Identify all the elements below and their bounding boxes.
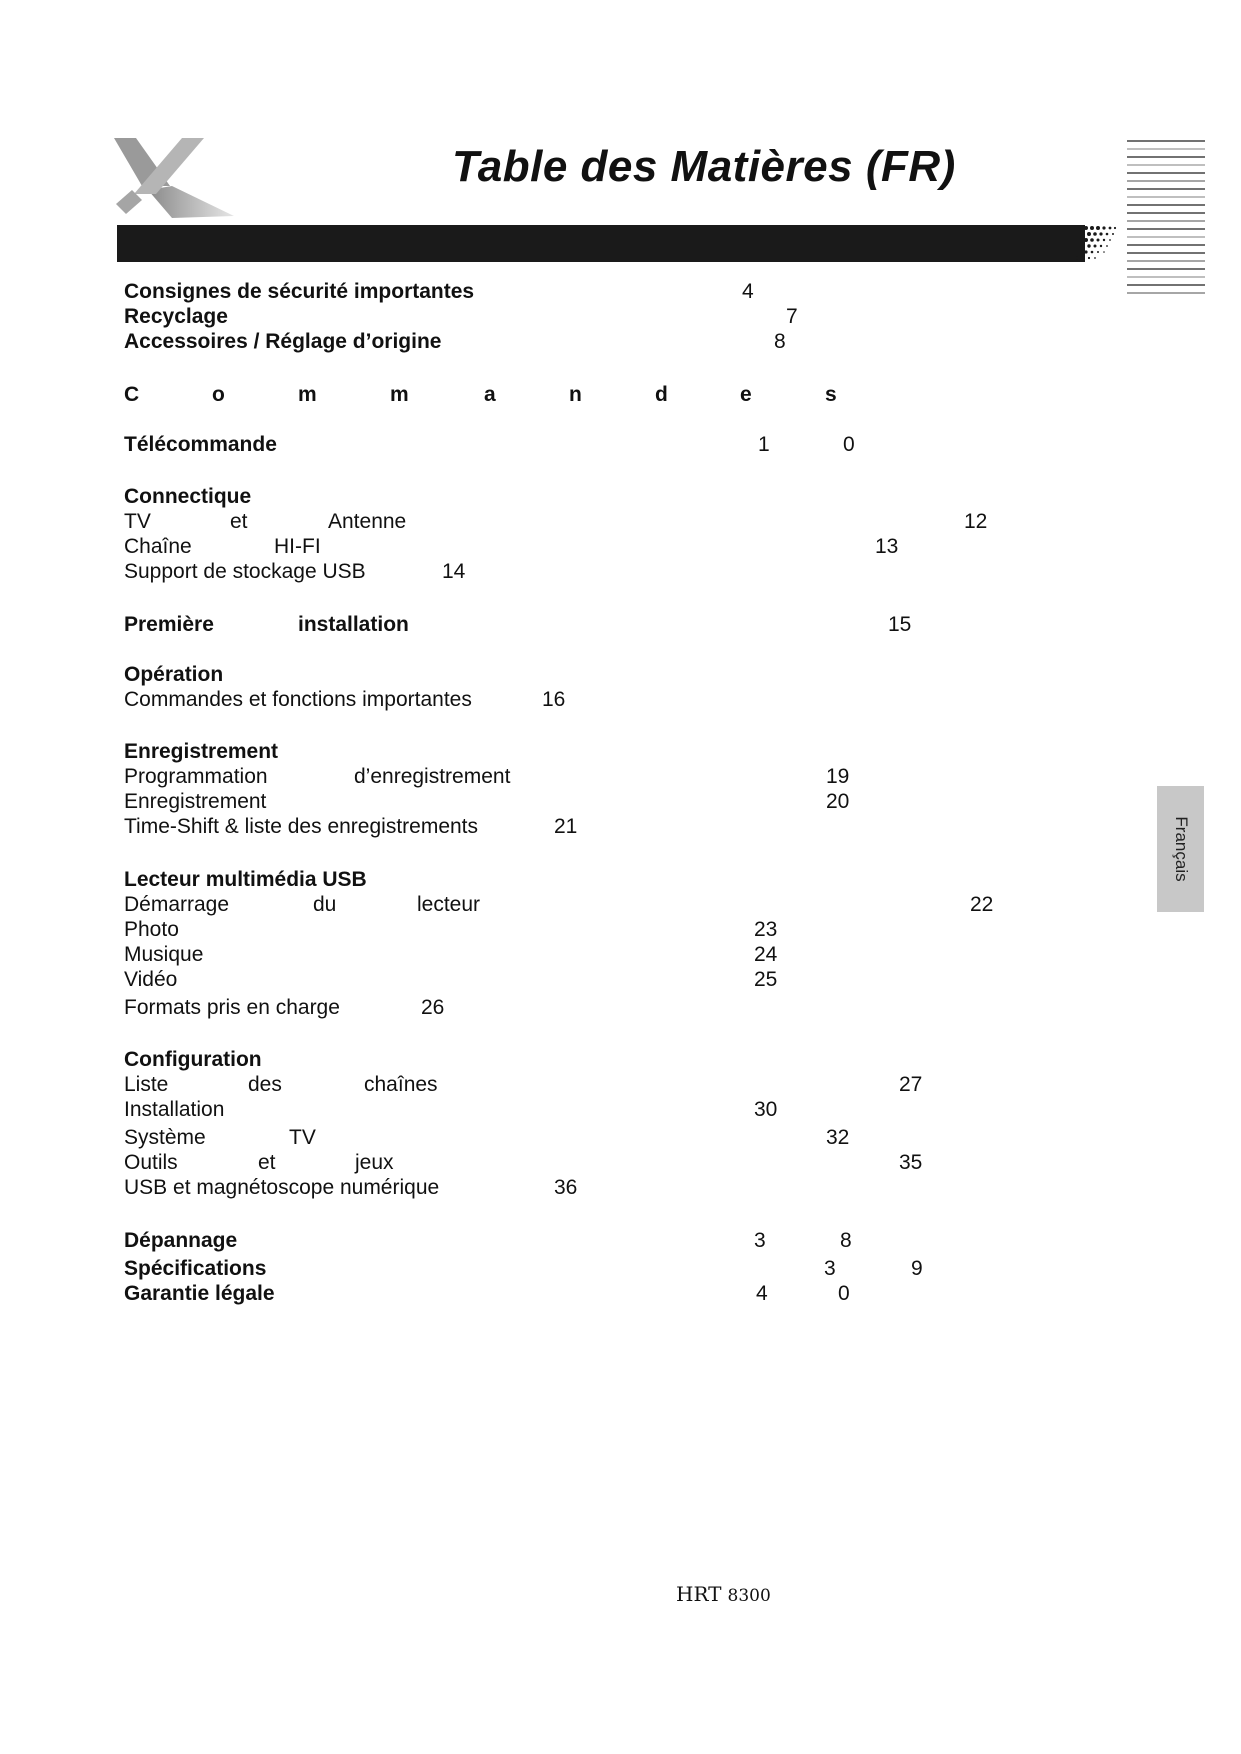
toc-entry-label: USB et magnétoscope numérique — [124, 1176, 440, 1199]
toc-entry-label: Consignes de sécurité importantes — [124, 280, 475, 303]
toc-entry-label: Support de stockage USB — [124, 560, 366, 583]
toc-entry-page: 8 — [774, 330, 786, 353]
toc-heading-letter: s — [825, 383, 837, 406]
toc-entry-label: Vidéo — [124, 968, 178, 991]
toc-entry-page-digit: 0 — [838, 1282, 850, 1305]
title-divider-bar — [117, 225, 1085, 262]
toc-entry-page-digit: 3 — [754, 1229, 766, 1252]
toc-entry-word: installation — [298, 613, 409, 636]
toc-entry-word: lecteur — [417, 893, 481, 916]
toc-section-heading: Connectique — [124, 485, 252, 508]
toc-entry-label: Enregistrement — [124, 790, 267, 813]
toc-entry-label: Time-Shift & liste des enregistrements — [124, 815, 479, 838]
toc-section-heading: Lecteur multimédia USB — [124, 868, 367, 891]
toc-entry-word: Antenne — [328, 510, 407, 533]
toc-entry-word: du — [313, 893, 337, 916]
toc-entry-word: TV — [124, 510, 151, 533]
toc-entry-page-digit: 9 — [911, 1257, 923, 1280]
toc-section-heading: Configuration — [124, 1048, 262, 1071]
toc-section-heading: Opération — [124, 663, 224, 686]
toc-entry-page: 4 — [742, 280, 754, 303]
toc-entry-label: Installation — [124, 1098, 225, 1121]
toc-entry-label: Formats pris en charge — [124, 996, 340, 1019]
toc-heading-letter: n — [569, 383, 582, 406]
toc-entry-page: 23 — [754, 918, 778, 941]
toc-entry-page-digit: 8 — [840, 1229, 852, 1252]
toc-entry-label: Accessoires / Réglage d’origine — [124, 330, 442, 353]
toc-section-heading: Enregistrement — [124, 740, 279, 763]
toc-entry-word: Système — [124, 1126, 206, 1149]
toc-heading-letter: m — [390, 383, 409, 406]
toc-entry-label: Télécommande — [124, 433, 277, 456]
toc-entry-page: 14 — [442, 560, 466, 583]
toc-entry-word: chaînes — [364, 1073, 438, 1096]
toc-entry-word: TV — [289, 1126, 316, 1149]
toc-entry-page: 7 — [786, 305, 798, 328]
toc-entry-word: Première — [124, 613, 214, 636]
footer-brand: HRT — [676, 1582, 722, 1606]
toc-entry-page: 36 — [554, 1176, 578, 1199]
toc-entry-word: Programmation — [124, 765, 268, 788]
toc-entry-label: Photo — [124, 918, 179, 941]
toc-entry-label: Dépannage — [124, 1229, 238, 1252]
toc-heading-letter: C — [124, 383, 140, 406]
toc-entry-page: 27 — [899, 1073, 923, 1096]
toc-entry-word: Liste — [124, 1073, 169, 1096]
toc-heading-letter: e — [740, 383, 752, 406]
footer-model-number: 8300 — [727, 1586, 771, 1606]
toc-entry-page: 20 — [826, 790, 850, 813]
toc-heading-letter: d — [655, 383, 668, 406]
toc-entry-page-digit: 1 — [758, 433, 770, 456]
footer-model — [676, 1582, 771, 1606]
toc-entry-page: 13 — [875, 535, 899, 558]
toc-entry-page-digit: 0 — [843, 433, 855, 456]
toc-entry-page: 16 — [542, 688, 566, 711]
toc-entry-word: et — [230, 510, 248, 533]
toc-entry-page: 35 — [899, 1151, 923, 1174]
toc-entry-page: 22 — [970, 893, 994, 916]
toc-entry-word: HI-FI — [274, 535, 321, 558]
toc-entry-page: 15 — [888, 613, 912, 636]
toc-entry-page: 12 — [964, 510, 988, 533]
toc-entry-word: et — [258, 1151, 276, 1174]
toc-entry-word: Démarrage — [124, 893, 230, 916]
divider-dot-pattern — [1070, 222, 1118, 264]
toc-entry-word: Chaîne — [124, 535, 192, 558]
toc-entry-page: 30 — [754, 1098, 778, 1121]
toc-entry-word: Outils — [124, 1151, 178, 1174]
language-tab-label: Français — [1171, 816, 1191, 882]
toc-entry-page: 32 — [826, 1126, 850, 1149]
toc-entry-page: 19 — [826, 765, 850, 788]
toc-entry-page-digit: 4 — [756, 1282, 768, 1305]
language-side-tab — [1157, 786, 1204, 912]
toc-entry-page: 25 — [754, 968, 778, 991]
toc-entry-word: d’enregistrement — [354, 765, 511, 788]
page-title: Table des Matières (FR) — [452, 142, 956, 191]
toc-heading-letter: o — [212, 383, 225, 406]
toc-entry-label: Commandes et fonctions importantes — [124, 688, 472, 711]
toc-entry-word: jeux — [355, 1151, 394, 1174]
toc-entry-word: des — [248, 1073, 282, 1096]
toc-entry-label: Spécifications — [124, 1257, 267, 1280]
toc-entry-page: 21 — [554, 815, 578, 838]
toc-heading-letter: m — [298, 383, 317, 406]
toc-entry-label: Musique — [124, 943, 204, 966]
toc-entry-page: 24 — [754, 943, 778, 966]
side-stripes-decoration — [1127, 139, 1205, 299]
brand-logo-icon — [112, 134, 234, 218]
toc-entry-label: Garantie légale — [124, 1282, 275, 1305]
toc-heading-letter: a — [484, 383, 496, 406]
toc-entry-label: Recyclage — [124, 305, 228, 328]
toc-entry-page: 26 — [421, 996, 445, 1019]
toc-entry-page-digit: 3 — [824, 1257, 836, 1280]
